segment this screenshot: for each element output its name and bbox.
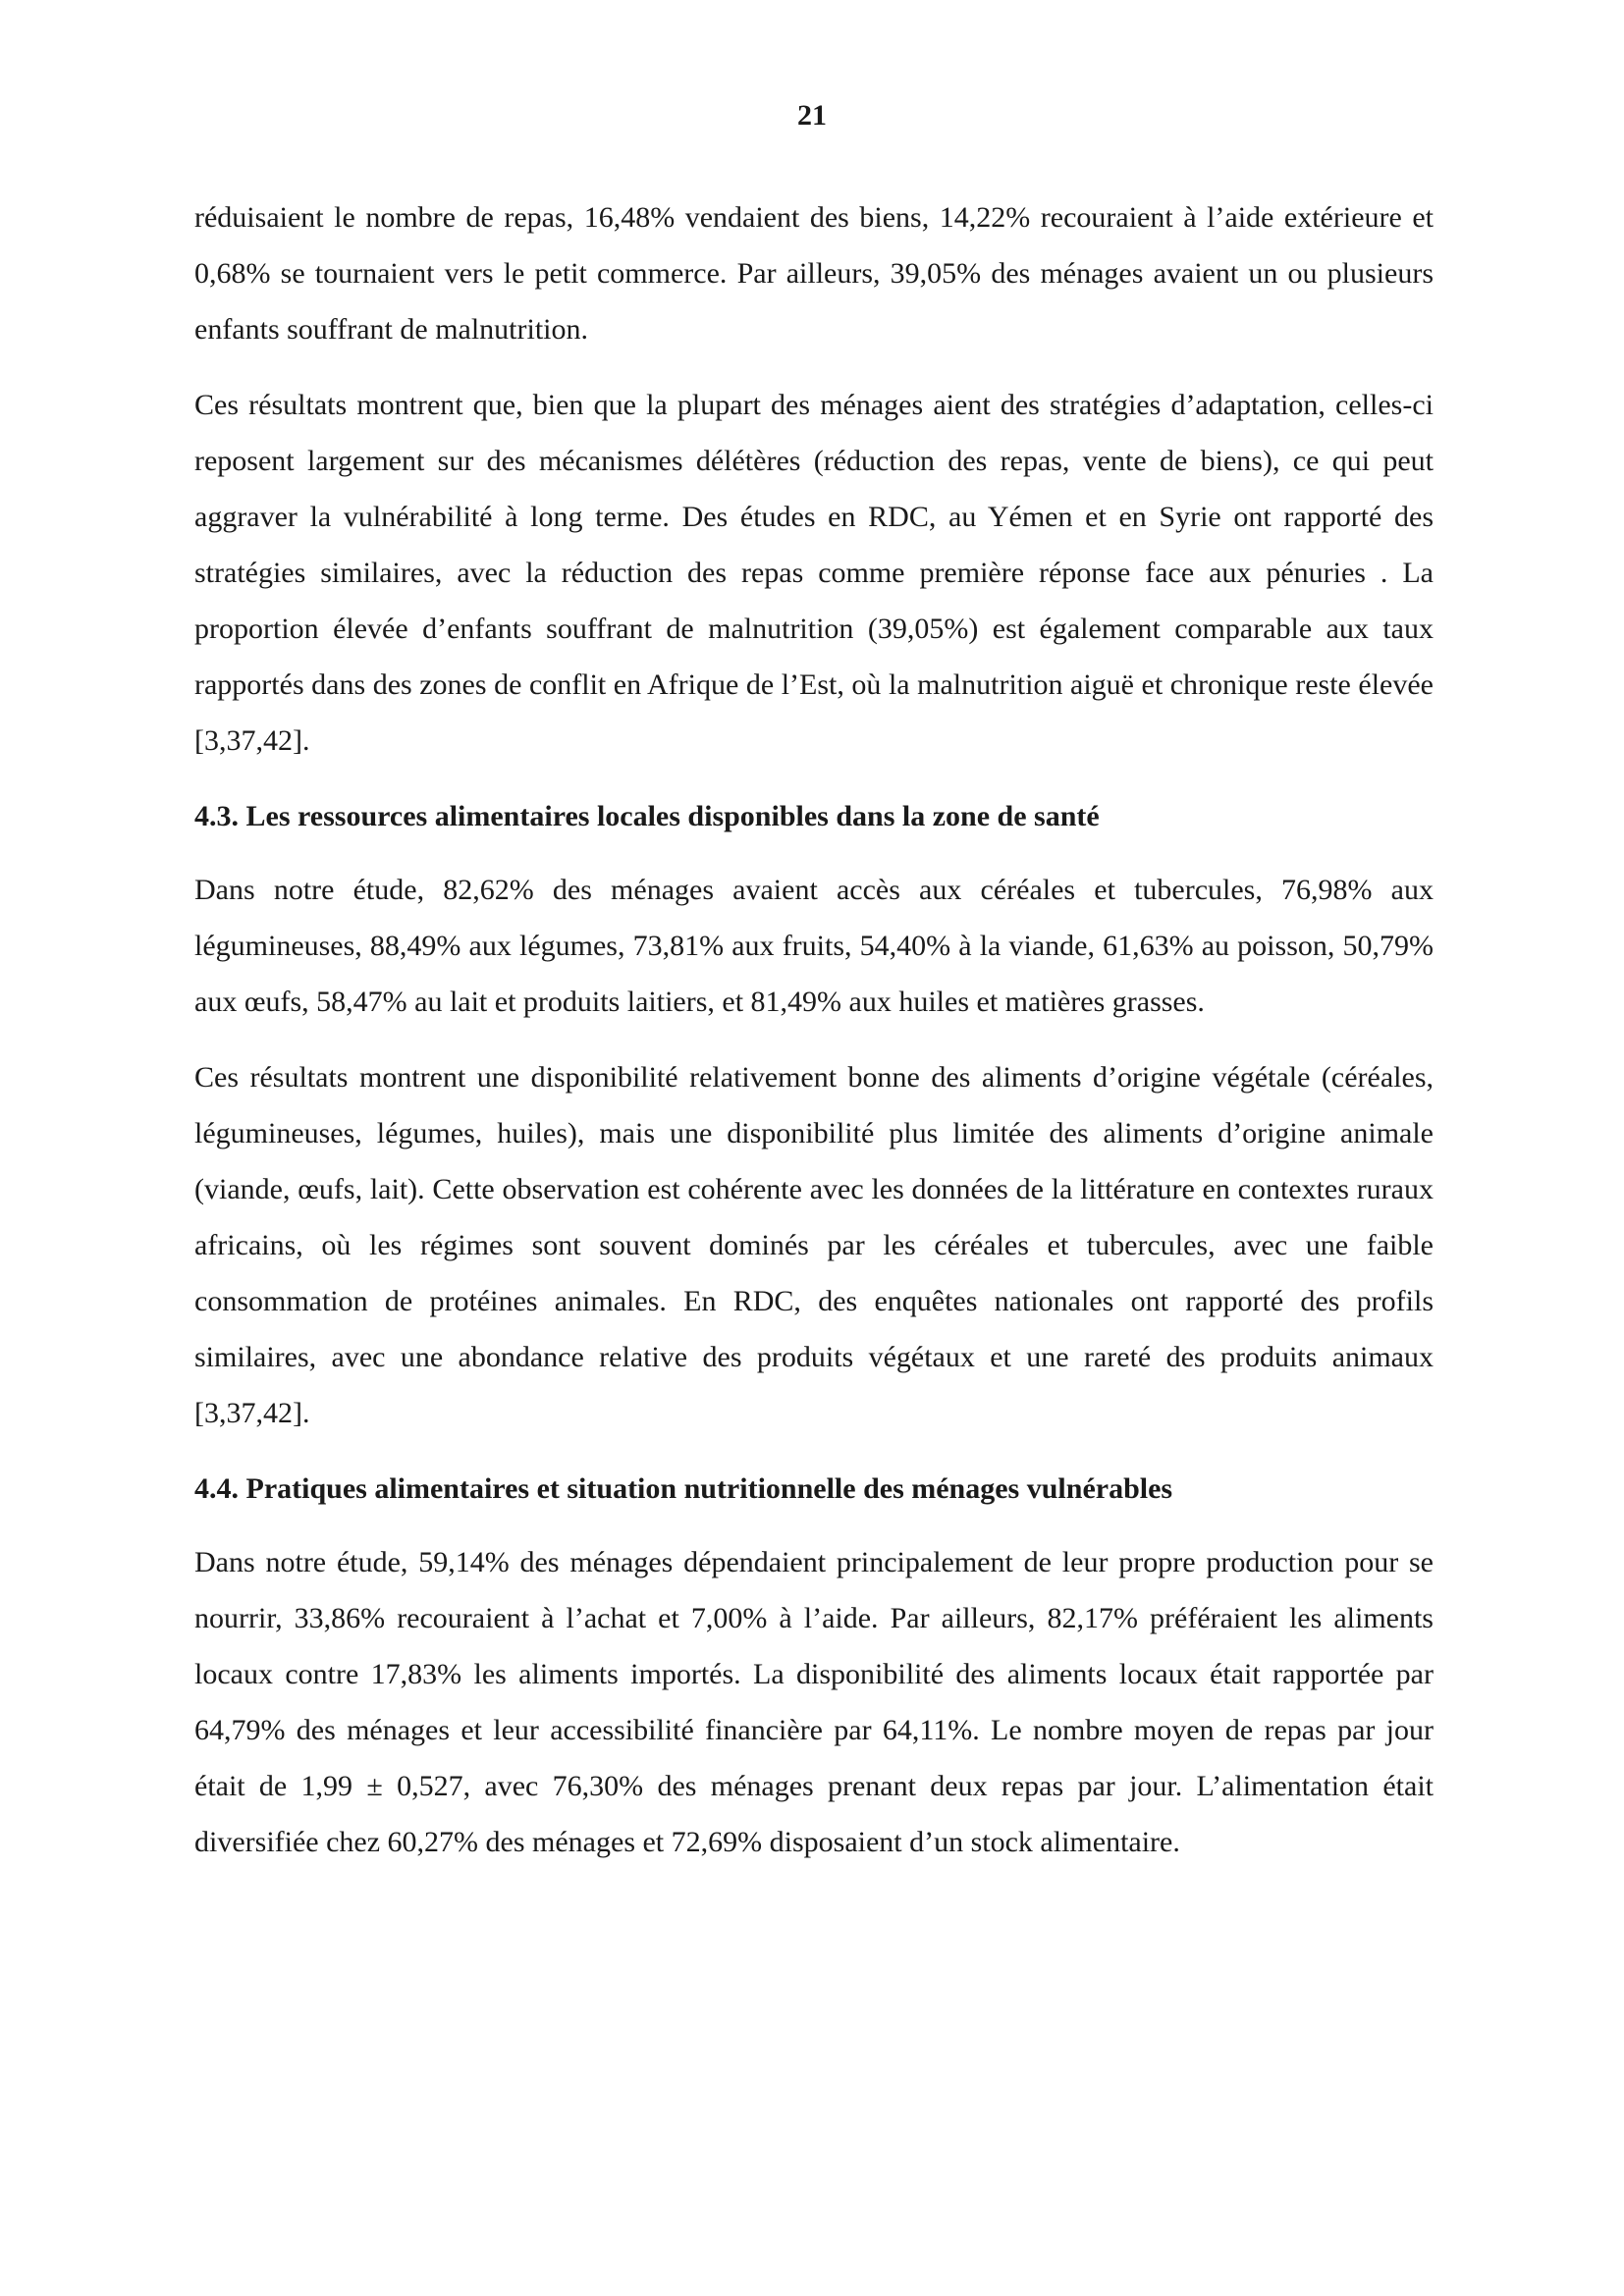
page-content [194, 189, 1434, 1890]
paragraph-coping-strategies-discussion: Ces résultats montrent que, bien que la plupart des ménages aient des stratégies d’adaptation, celles-ci reposent largement sur des mécanismes délétères (réduction des repas, vente de biens), ce qui peut aggraver la vulnérabilité à long terme. Des études en RDC, au Yémen et en Syrie ont rapporté des stratégies similaires, avec la réduction des repas comme première réponse face aux pénuries . La proportion élevée d’enfants souffrant de malnutrition (39,05%) est également comparable aux taux rapportés dans des zones de conflit en Afrique de l’Est, où la malnutrition aiguë et chronique reste élevée [3,37,42]. [194, 389, 1434, 757]
section-heading-4-3: 4.3. Les ressources alimentaires locales disponibles dans la zone de santé [194, 800, 1100, 832]
section-heading-4-4: 4.4. Pratiques alimentaires et situation nutritionnelle des ménages vulnérables [194, 1472, 1173, 1505]
paragraph-food-practices-results: Dans notre étude, 59,14% des ménages dépendaient principalement de leur propre production pour se nourrir, 33,86% recouraient à l’achat et 7,00% à l’aide. Par ailleurs, 82,17% préféraient les aliments locaux contre 17,83% les aliments importés. La disponibilité des aliments locaux était rapportée par 64,79% des ménages et leur accessibilité financière par 64,11%. Le nombre moyen de repas par jour était de 1,99 ± 0,527, avec 76,30% des ménages prenant deux repas par jour. L’alimentation était diversifiée chez 60,27% des ménages et 72,69% disposaient d’un stock alimentaire. [194, 1546, 1434, 1858]
page-number: 21 [797, 99, 827, 132]
paragraph-local-resources-discussion: Ces résultats montrent une disponibilité relativement bonne des aliments d’origine végétale (céréales, légumineuses, légumes, huiles), mais une disponibilité plus limitée des aliments d’origine animale (viande, œufs, lait). Cette observation est cohérente avec les données de la littérature en contextes ruraux africains, où les régimes sont souvent dominés par les céréales et tubercules, avec une faible consommation de protéines animales. En RDC, des enquêtes nationales ont rapporté des profils similaires, avec une abondance relative des produits végétaux et une rareté des produits animaux [3,37,42]. [194, 1061, 1434, 1429]
paragraph-coping-strategies-end: réduisaient le nombre de repas, 16,48% vendaient des biens, 14,22% recouraient à l’aide extérieure et 0,68% se tournaient vers le petit commerce. Par ailleurs, 39,05% des ménages avaient un ou plusieurs enfants souffrant de malnutrition. [194, 201, 1434, 346]
paragraph-local-resources-results: Dans notre étude, 82,62% des ménages avaient accès aux céréales et tubercules, 76,98% aux légumineuses, 88,49% aux légumes, 73,81% aux fruits, 54,40% à la viande, 61,63% au poisson, 50,79% aux œufs, 58,47% au lait et produits laitiers, et 81,49% aux huiles et matières grasses. [194, 874, 1434, 1018]
